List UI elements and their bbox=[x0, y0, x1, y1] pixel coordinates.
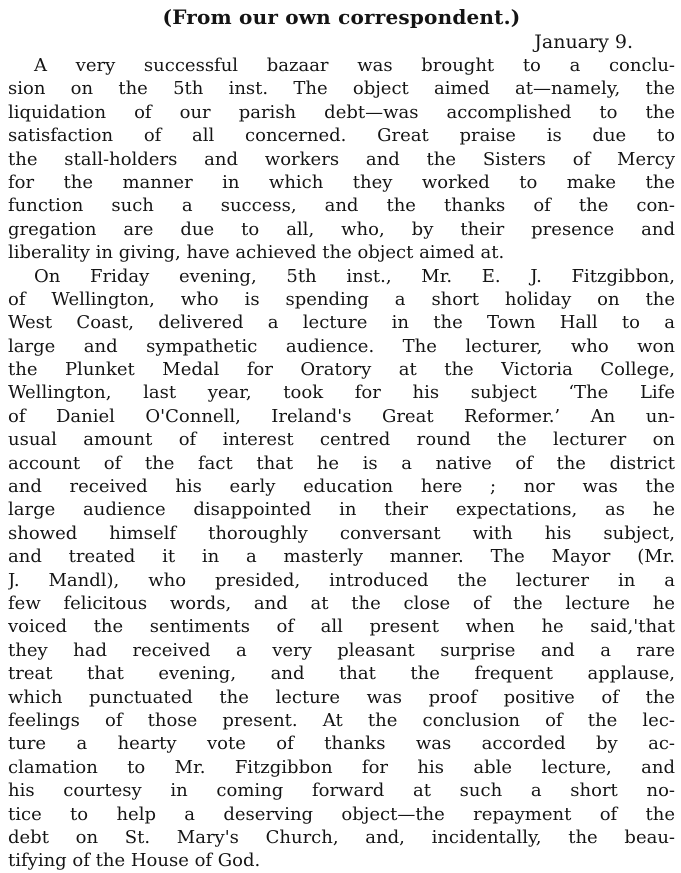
text-line: West Coast, delivered a lecture in the Town Hall to a bbox=[8, 312, 675, 334]
text-line: of Wellington, who is spending a short holiday on the bbox=[8, 288, 675, 310]
article-paragraph bbox=[8, 265, 675, 873]
text-line: of Daniel O'Connell, Ireland's Great Reformer.’ An un- bbox=[8, 405, 675, 427]
text-line: large audience disappointed in their expectations, as he bbox=[8, 499, 675, 521]
text-line: liquidation of our parish debt—was accomplished to the bbox=[8, 101, 675, 123]
text-line: function such a success, and the thanks of the con- bbox=[8, 195, 675, 217]
text-line: On Friday evening, 5th inst., Mr. E. J. Fitzgibbon, bbox=[34, 265, 675, 287]
text-line: J. Mandl), who presided, introduced the lecturer in a bbox=[8, 569, 675, 591]
text-line: account of the fact that he is a native of the district bbox=[8, 452, 675, 474]
text-line: feelings of those present. At the conclusion of the lec- bbox=[8, 709, 675, 731]
text-line: the stall-holders and workers and the Sisters of Mercy bbox=[8, 148, 675, 170]
text-line: and treated it in a masterly manner. The Mayor (Mr. bbox=[8, 546, 675, 568]
text-line: his courtesy in coming forward at such a short no- bbox=[8, 780, 675, 802]
text-line: liberality in giving, have achieved the object aimed at. bbox=[8, 242, 505, 264]
text-line: tifying of the House of God. bbox=[8, 850, 261, 872]
text-line: large and sympathetic audience. The lecturer, who won bbox=[8, 335, 675, 357]
text-line: for the manner in which they worked to make the bbox=[8, 171, 675, 193]
text-line: they had received a very pleasant surprise and a rare bbox=[8, 639, 675, 661]
text-line: sion on the 5th inst. The object aimed at—namely, the bbox=[8, 78, 675, 100]
text-line: gregation are due to all, who, by their presence and bbox=[8, 218, 675, 240]
dateline: January 9. bbox=[534, 31, 633, 53]
text-line: voiced the sentiments of all present when he said,'that bbox=[8, 616, 675, 638]
text-line: Wellington, last year, took for his subject ‘The Life bbox=[8, 382, 675, 404]
byline: (From our own correspondent.) bbox=[162, 5, 521, 29]
text-line: and received his early education here ; nor was the bbox=[8, 476, 675, 498]
text-line: showed himself thoroughly conversant with his subject, bbox=[8, 522, 675, 544]
text-line: the Plunket Medal for Oratory at the Victoria College, bbox=[8, 359, 675, 381]
text-line: few felicitous words, and at the close of the lecture he bbox=[8, 592, 675, 614]
article-paragraph bbox=[8, 54, 675, 265]
text-line: clamation to Mr. Fitzgibbon for his able lecture, and bbox=[8, 756, 675, 778]
text-line: which punctuated the lecture was proof positive of the bbox=[8, 686, 675, 708]
text-line: satisfaction of all concerned. Great praise is due to bbox=[8, 125, 675, 147]
text-line: A very successful bazaar was brought to a conclu- bbox=[34, 55, 675, 76]
text-line: tice to help a deserving object—the repayment of the bbox=[8, 803, 675, 825]
text-line: usual amount of interest centred round the lecturer on bbox=[8, 429, 675, 451]
text-line: ture a hearty vote of thanks was accorded by ac- bbox=[8, 733, 675, 755]
text-line: treat that evening, and that the frequent applause, bbox=[8, 663, 675, 685]
article-body bbox=[8, 54, 675, 873]
text-line: debt on St. Mary's Church, and, incidentally, the beau- bbox=[8, 826, 675, 848]
